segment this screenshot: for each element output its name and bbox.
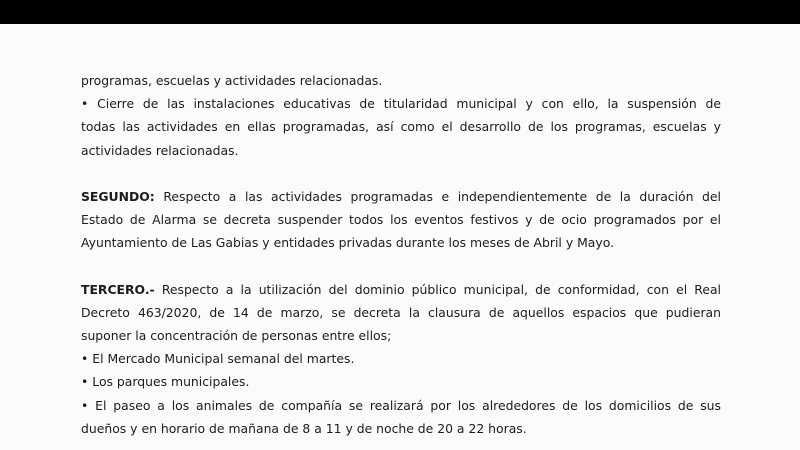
- list-item: [81, 394, 721, 417]
- list-item-continuation: dueños y en horario de mañana de 8 a 11 y de noche de 20 a 22 horas.: [81, 420, 527, 436]
- para1-line3: todas las actividades en ellas programadas, así como el desarrollo de los programas, escuelas y: [81, 119, 721, 135]
- para1-line2-text: Cierre de las instalaciones educativas de titularidad municipal y con ello, la suspensión de: [97, 96, 721, 112]
- bullet-symbol: •: [81, 96, 89, 112]
- list-item-text: Los parques municipales.: [92, 374, 250, 390]
- para1-line1: programas, escuelas y actividades relacionadas.: [81, 73, 383, 88]
- paragraph-gap: [81, 162, 721, 185]
- segundo-line3: Ayuntamiento de Las Gabias y entidades privadas durante los meses de Abril y Mayo.: [81, 235, 615, 251]
- segundo-line2: Estado de Alarma se decreta suspender todos los eventos festivos y de ocio programados por el: [81, 212, 721, 228]
- list-item-text: El Mercado Municipal semanal del martes.: [92, 351, 355, 367]
- bullet-symbol: •: [81, 374, 89, 390]
- segundo-line1-text: Respecto a las actividades programadas e independientemente de la duración del: [163, 188, 721, 204]
- document-page: [0, 24, 800, 450]
- list-item-text: El paseo a los animales de compañía se realizará por los alrededores de los domicilios de sus: [95, 397, 721, 413]
- para1-line2: [81, 92, 721, 115]
- segundo-line1: [81, 185, 721, 208]
- list-item: [81, 370, 721, 393]
- tercero-line1: [81, 278, 721, 301]
- bullet-symbol: •: [81, 351, 89, 367]
- top-black-bar: [0, 0, 800, 24]
- tercero-line3: suponer la concentración de personas entre ellos;: [81, 328, 392, 344]
- segundo-heading: SEGUNDO:: [81, 188, 155, 204]
- list-item: [81, 347, 721, 370]
- paragraph-gap: [81, 255, 721, 278]
- tercero-line2: Decreto 463/2020, de 14 de marzo, se decreta la clausura de aquellos espacios que pudieran: [81, 304, 721, 320]
- document-body: [81, 69, 721, 440]
- bullet-symbol: •: [81, 397, 89, 413]
- tercero-line1-text: Respecto a la utilización del dominio público municipal, de conformidad, con el Real: [161, 281, 721, 297]
- tercero-heading: TERCERO.-: [81, 281, 155, 297]
- para1-line4: actividades relacionadas.: [81, 142, 239, 158]
